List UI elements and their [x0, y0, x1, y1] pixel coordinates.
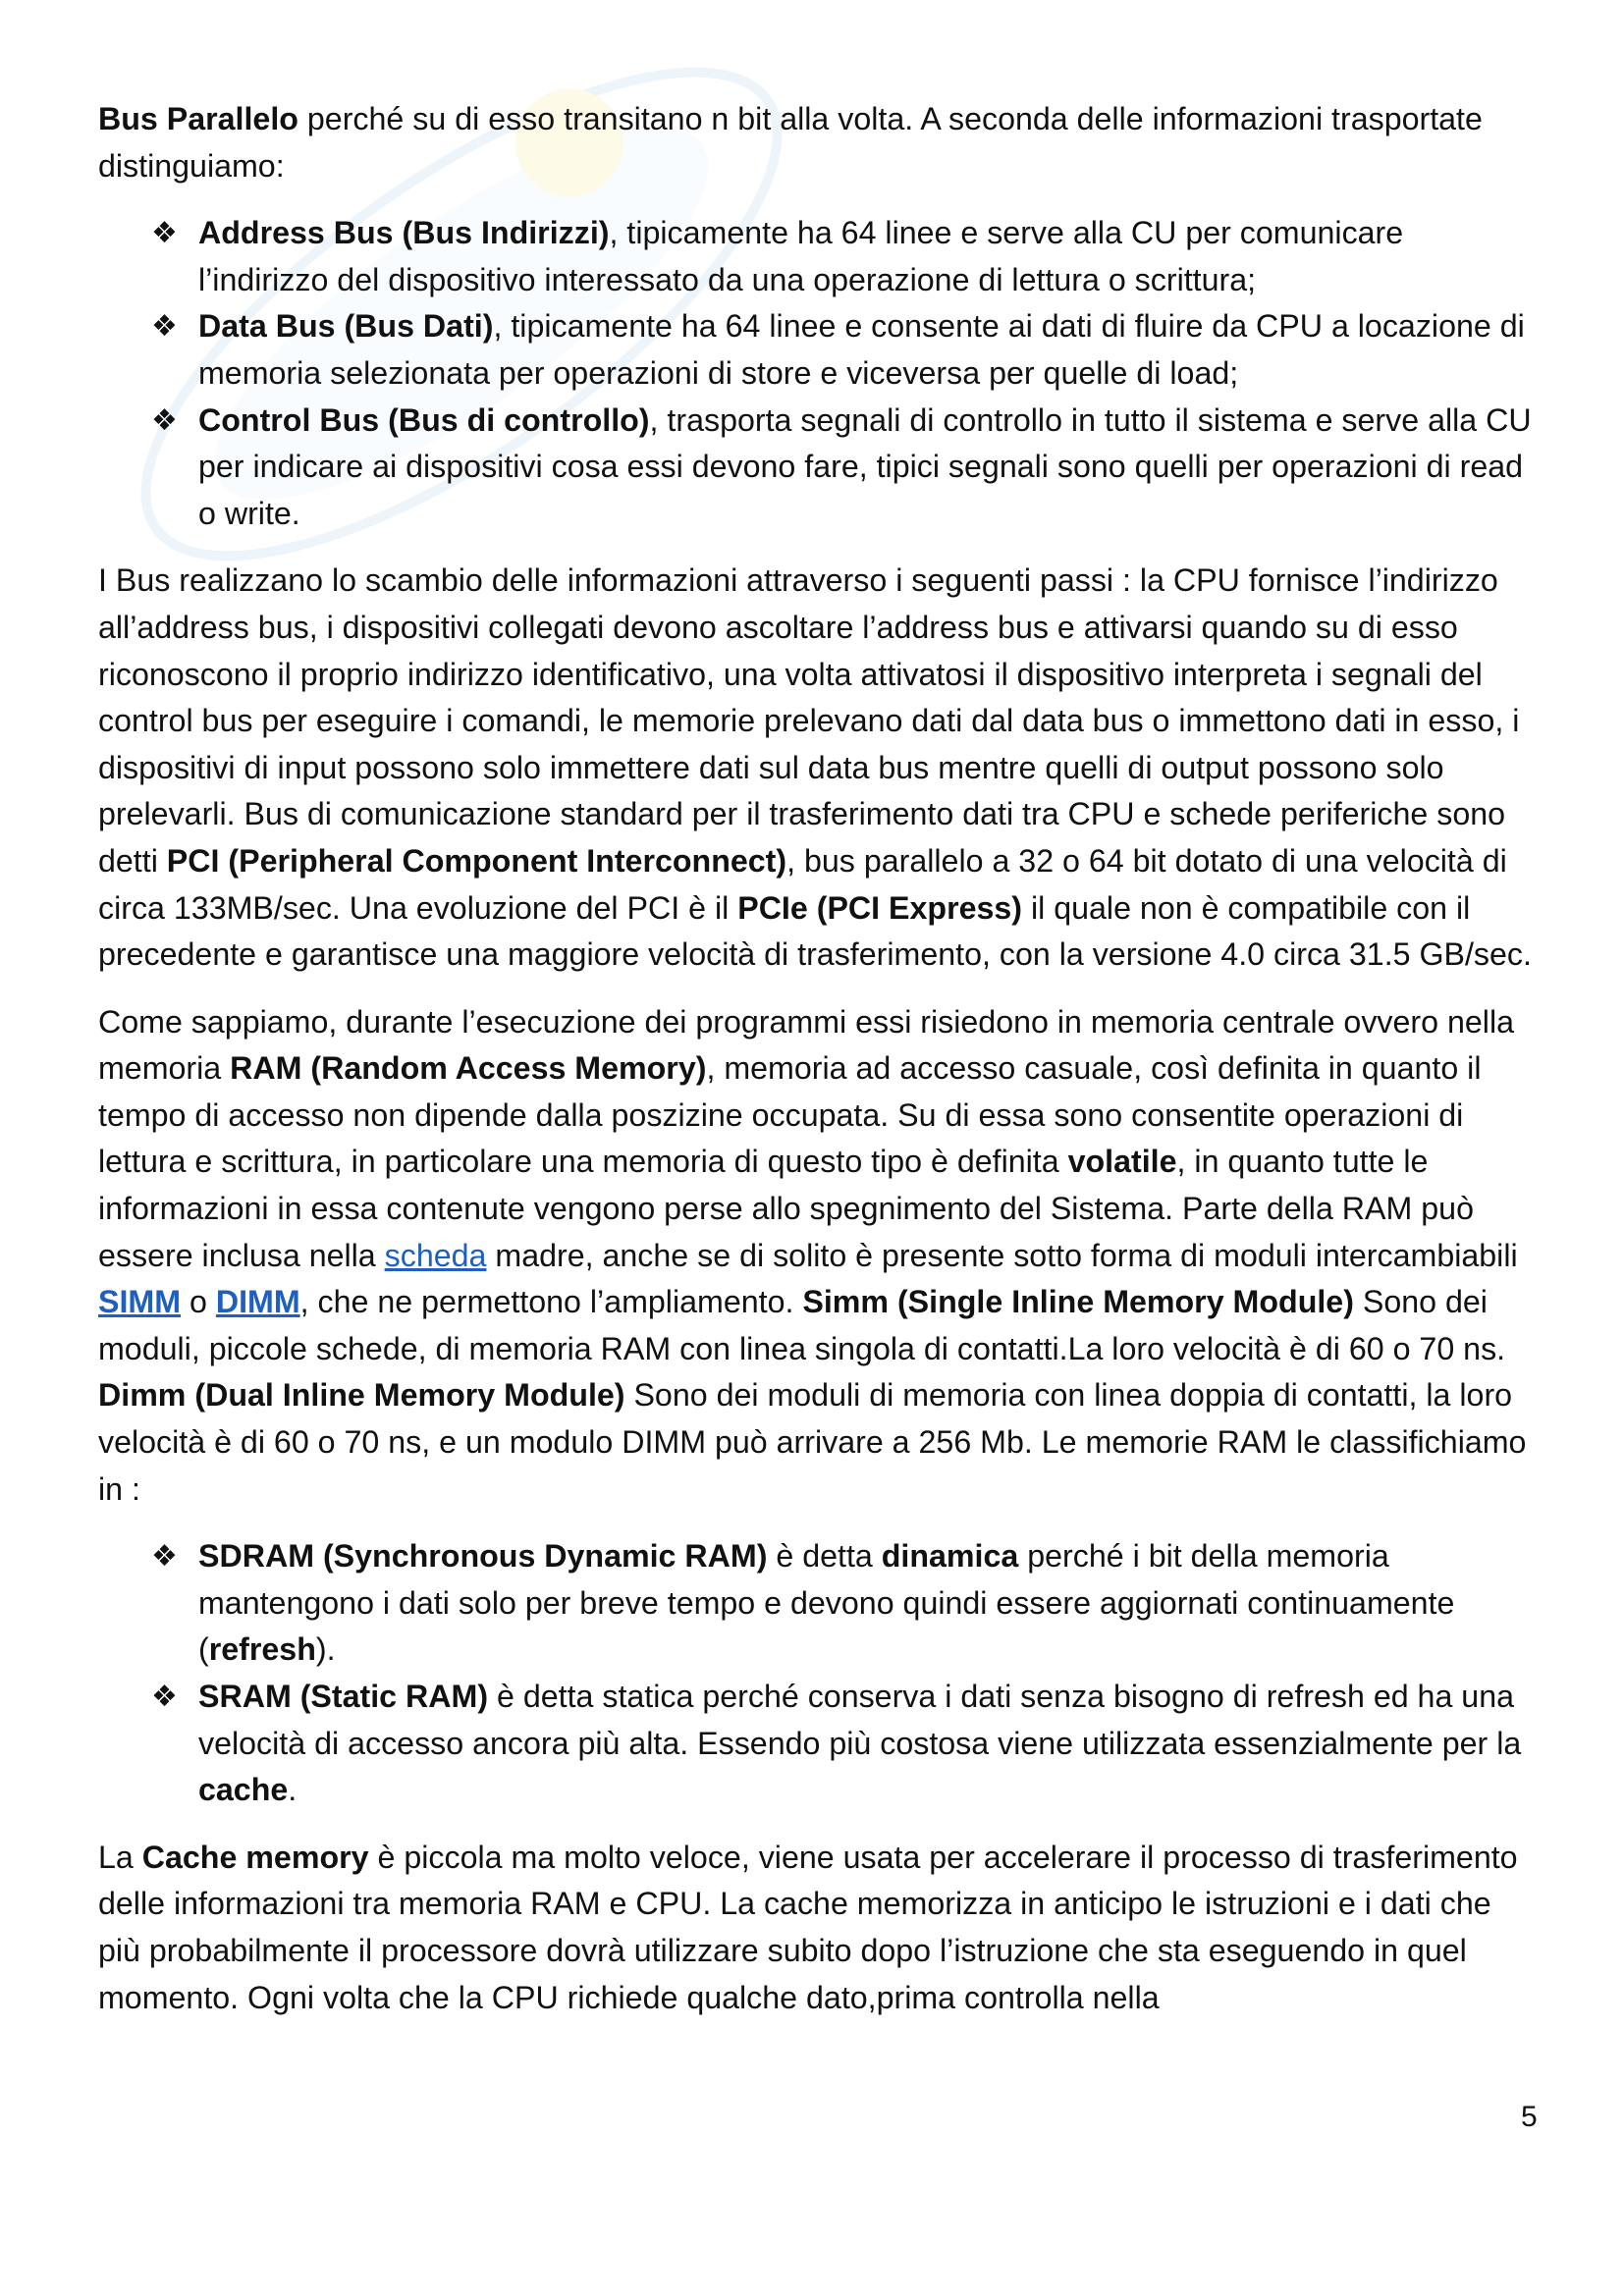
ram-types-list [98, 1533, 1542, 1814]
list-item-data-bus: ❖ Data Bus (Bus Dati), tipicamente ha 64 linee e consente ai dati di fluire da CPU a locazione di memoria selezionata per operazioni di store e viceversa per quelle di load; [98, 303, 1542, 397]
paragraph-bus-steps: I Bus realizzano lo scambio delle informazioni attraverso i seguenti passi : la CPU fornisce l’indirizzo all’address bus, i dispositivi collegati devono ascoltare l’address bus e attivarsi quando su di esso riconoscono il proprio indirizzo identificativo, una volta attivatosi il dispositivo interpreta i segnali del control bus per eseguire i comandi, le memorie prelevano dati dal data bus o immettono dati in esso, i dispositivi di input possono solo immettere dati sul data bus mentre quelli di output possono solo prelevarli. Bus di comunicazione standard per il trasferimento dati tra CPU e schede periferiche sono detti PCI (Peripheral Component Interconnect), bus parallelo a 32 o 64 bit dotato di una velocità di circa 133MB/sec. Una evoluzione del PCI è il PCIe (PCI Express) il quale non è compatibile con il precedente e garantisce una maggiore velocità di trasferimento, con la versione 4.0 circa 31.5 GB/sec. [98, 562, 1532, 973]
paragraph-ram: Come sappiamo, durante l’esecuzione dei programmi essi risiedono in memoria centrale ovvero nella memoria RAM (Random Access Memory), memoria ad accesso casuale, così definita in quanto il tempo di accesso non dipende dalla poszizine occupata. Su di essa sono consentite operazioni di lettura e scrittura, in particolare una memoria di questo tipo è definita volatile, in quanto tutte le informazioni in essa contenute vengono perse allo spegnimento del Sistema. Parte della RAM può essere inclusa nella scheda madre, anche se di solito è presente sotto forma di moduli intercambiabili SIMM o DIMM, che ne permettono l’ampliamento. Simm (Single Inline Memory Module) Sono dei moduli, piccole schede, di memoria RAM con linea singola di contatti.La loro velocità è di 60 o 70 ns. Dimm (Dual Inline Memory Module) Sono dei moduli di memoria con linea doppia di contatti, la loro velocità è di 60 o 70 ns, e un modulo DIMM può arrivare a 256 Mb. Le memorie RAM le classifichiamo in : [98, 1003, 1527, 1507]
list-item-address-bus: ❖ Address Bus (Bus Indirizzi), tipicamente ha 64 linee e serve alla CU per comunicare l’indirizzo del dispositivo interessato da una operazione di lettura o scrittura; [98, 210, 1542, 303]
paragraph-cache: La Cache memory è piccola ma molto veloce, viene usata per accelerare il processo di trasferimento delle informazioni tra memoria RAM e CPU. La cache memorizza in anticipo le istruzioni e i dati che più probabilmente il processore dovrà utilizzare subito dopo l’istruzione che sta eseguendo in quel momento. Ogni volta che la CPU richiede qualche dato,prima controlla nella [98, 1839, 1518, 2015]
diamond-bullet-icon: ❖ [151, 217, 178, 250]
document-page [98, 96, 1542, 2042]
diamond-bullet-icon: ❖ [151, 310, 178, 344]
link-scheda[interactable]: scheda [384, 1237, 487, 1273]
page-number: 5 [1521, 2101, 1538, 2133]
link-simm[interactable]: SIMM [98, 1284, 182, 1320]
diamond-bullet-icon: ❖ [151, 1681, 178, 1713]
list-item-sdram: ❖ SDRAM (Synchronous Dynamic RAM) è detta dinamica perché i bit della memoria mantengono i dati solo per breve tempo e devono quindi essere aggiornati continuamente (refresh). [98, 1533, 1542, 1674]
list-item-control-bus: ❖ Control Bus (Bus di controllo), trasporta segnali di controllo in tutto il sistema e serve alla CU per indicare ai dispositivi cosa essi devono fare, tipici segnali sono quelli per operazioni di read o write. [98, 398, 1542, 538]
bus-types-list [98, 210, 1542, 537]
paragraph-bus-parallelo: Bus Parallelo perché su di esso transitano n bit alla volta. A seconda delle informazioni trasportate distinguiamo: [98, 101, 1483, 184]
diamond-bullet-icon: ❖ [151, 1540, 178, 1574]
link-dimm[interactable]: DIMM [215, 1284, 300, 1320]
diamond-bullet-icon: ❖ [151, 403, 178, 437]
list-item-sram: ❖ SRAM (Static RAM) è detta statica perché conserva i dati senza bisogno di refresh ed ha una velocità di accesso ancora più alta. Essendo più costosa viene utilizzata essenzialmente per la cache. [98, 1674, 1542, 1814]
